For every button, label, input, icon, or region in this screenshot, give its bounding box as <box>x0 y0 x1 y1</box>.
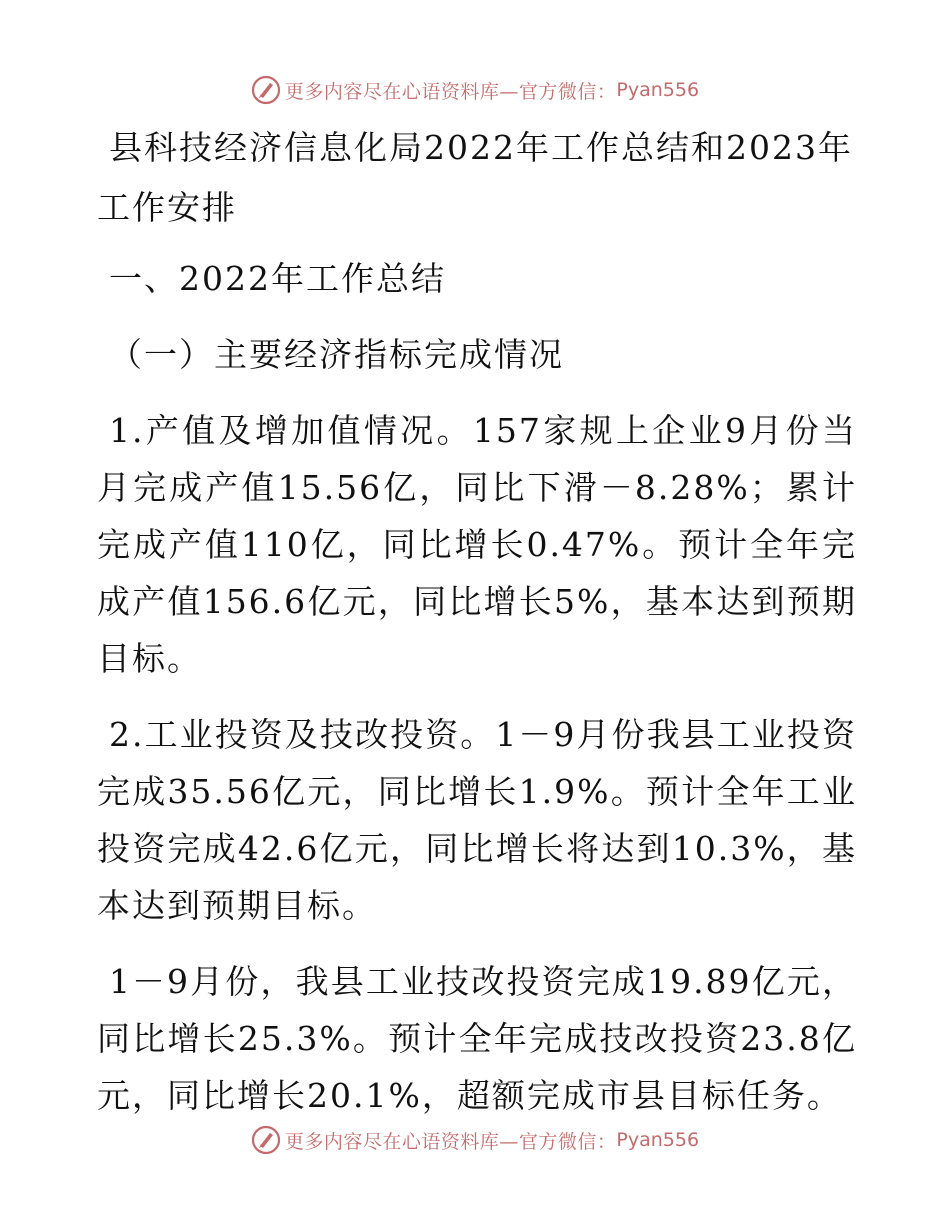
paragraph-tech-investment: 1－9月份，我县工业技改投资完成19.89亿元，同比增长25.3%。预计全年完成技改投资23.8亿元，同比增长20.1%，超额完成市县目标任务。 <box>97 962 857 1115</box>
watermark-header <box>0 70 950 110</box>
watermark-footer <box>0 1120 950 1160</box>
watermark-contact: Pyan556 <box>616 1129 700 1151</box>
section-heading: 一、2022年工作总结 <box>109 259 446 298</box>
subsection-heading: （一）主要经济指标完成情况 <box>109 335 564 374</box>
paragraph-industrial-investment: 2.工业投资及技改投资。1－9月份我县工业投资完成35.56亿元，同比增长1.9%。预计全年工业投资完成42.6亿元，同比增长将达到10.3%，基本达到预期目标。 <box>97 715 857 925</box>
paragraph-output-value: 1.产值及增加值情况。157家规上企业9月份当月完成产值15.56亿，同比下滑－8.28%；累计完成产值110亿，同比增长0.47%。预计全年完成产值156.6亿元，同比增长5%，基本达到预期目标。 <box>97 411 857 678</box>
watermark-contact: Pyan556 <box>616 79 700 101</box>
pen-logo-icon <box>251 1125 281 1155</box>
pen-logo-icon <box>251 75 281 105</box>
document-title: 县科技经济信息化局2022年工作总结和2023年工作安排 <box>97 128 853 227</box>
document-body <box>97 118 857 1143</box>
watermark-text: 更多内容尽在心语资料库—官方微信： <box>284 1130 617 1153</box>
watermark-text: 更多内容尽在心语资料库—官方微信： <box>284 80 617 103</box>
